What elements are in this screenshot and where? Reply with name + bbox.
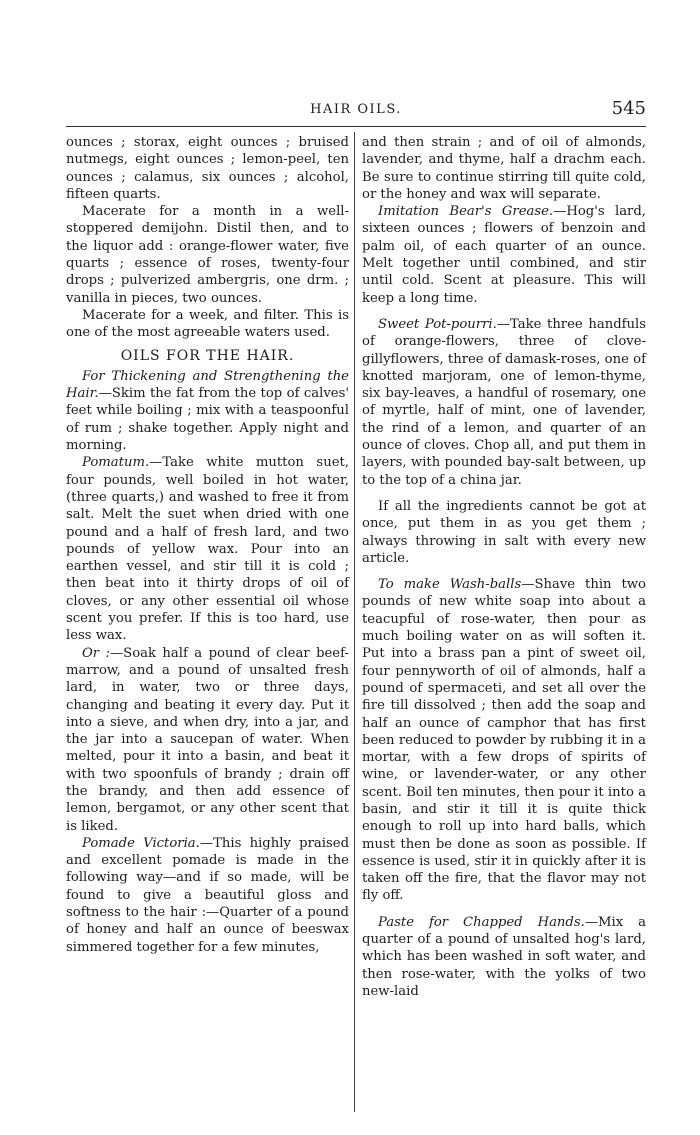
recipe-paragraph xyxy=(66,454,349,644)
recipe-paragraph xyxy=(66,368,349,454)
recipe-title: Pomatum. xyxy=(82,455,150,471)
recipe-paragraph xyxy=(362,316,646,489)
paragraph: If all the ingredients cannot be got at once, put them in as you get them ; always throwing in salt with every new article. xyxy=(362,498,646,566)
page-number: 545 xyxy=(611,98,646,119)
paragraph: Macerate for a week, and filter. This is one of the most agreeable waters used. xyxy=(66,307,349,341)
recipe-title: Sweet Pot-pourri. xyxy=(378,316,497,332)
column-divider xyxy=(354,132,355,1112)
recipe-text: —Take white mutton suet, four pounds, well boiled in hot water, (three quarts,) and washed to free it from salt. Melt the suet when dried with one pound and a half of fresh lard, and two pounds of yellow wax. Pour into an earthen vessel, and stir till it is cold ; then beat into it thirty drops of oil of cloves, or any other essential oil whose scent you prefer. If this is too hard, use less wax. xyxy=(66,455,349,644)
page-header xyxy=(66,100,646,124)
paragraph: Macerate for a month in a well-stoppered demijohn. Distil then, and to the liquor add : orange-flower water, five quarts ; essence of roses, twenty-four drops ; pulverized ambergris, one drm. ; vanilla in pieces, two ounces. xyxy=(66,204,349,306)
recipe-paragraph xyxy=(66,645,349,835)
recipe-text: —Shave thin two pounds of new white soap into about a teacupful of rose-water, then pour as much boiling water on as will soften it. Put into a brass pan a pint of sweet oil, four pennyworth of oil of almonds, half a pound of spermaceti, and set all over the fire till dissolved ; then add the soap and half an ounce of camphor that has first been reduced to powder by rubbing it in a mortar, with a few drops of spirits of wine, or lavender-water, or any other scent. Boil ten minutes, then pour it into a basin, and stir it till it is quite thick enough to roll up into hard balls, which must then be done as soon as possible. If essence is used, stir it in quickly after it is taken off the fire, that the flavor may not fly off. xyxy=(362,577,646,904)
recipe-title: For Thickening and Strengthening the Hair. xyxy=(66,368,349,402)
recipe-text: —Skim the fat from the top of calves' feet while boiling ; mix with a teaspoonful of rum ; shake together. Apply night and morning. xyxy=(66,386,349,454)
running-title: HAIR OILS. xyxy=(310,102,402,117)
recipe-text: —Soak half a pound of clear beef-marrow, and a pound of unsalted fresh lard, in water, two or three days, changing and beating it every day. Put it into a sieve, and when dry, into a jar, and the jar into a saucepan of water. When melted, pour it into a basin, and beat it with two spoonfuls of brandy ; drain off the brandy, and then add essence of lemon, bergamot, or any other scent that is liked. xyxy=(66,645,349,834)
recipe-title: Pomade Victoria. xyxy=(82,835,200,851)
recipe-title: To make Wash-balls xyxy=(378,577,522,593)
recipe-text: —Hog's lard, sixteen ounces ; flowers of benzoin and palm oil, of each quarter of an ounce. Melt together until combined, and stir until cold. Scent at pleasure. This will keep a long time. xyxy=(362,204,646,306)
recipe-title: Paste for Chapped Hands. xyxy=(378,914,585,930)
header-rule xyxy=(66,126,646,127)
left-column xyxy=(66,134,349,956)
paragraph: and then strain ; and of oil of almonds, lavender, and thyme, half a drachm each. Be sure to continue stirring till quite cold, or the honey and wax will separate. xyxy=(362,135,646,202)
recipe-paragraph xyxy=(362,203,646,307)
recipe-paragraph xyxy=(362,576,646,905)
section-heading: OILS FOR THE HAIR. xyxy=(120,347,295,364)
recipe-title: Or : xyxy=(82,645,110,661)
recipe-title: Imitation Bear's Grease. xyxy=(378,204,554,220)
recipe-text: —This highly praised and excellent pomade is made in the following way—and if so made, will be found to give a beautiful gloss and softness to the hair :—Quarter of a pound of honey and half an ounce of beeswax simmered together for a few minutes, xyxy=(66,835,350,955)
paragraph: ounces ; storax, eight ounces ; bruised nutmegs, eight ounces ; lemon-peel, ten ounces ; calamus, six ounces ; alcohol, fifteen quarts. xyxy=(66,135,349,202)
recipe-paragraph xyxy=(362,914,646,1000)
right-column xyxy=(362,134,646,1000)
recipe-text: —Take three handfuls of orange-flowers, three of clove-gillyflowers, three of damask-roses, one of knotted marjoram, one of lemon-thyme, six bay-leaves, a handful of rosemary, one of myrtle, half of mint, one of lavender, the rind of a lemon, and quarter of an ounce of cloves. Chop all, and put them in layers, with pounded bay-salt between, up to the top of a china jar. xyxy=(362,316,646,488)
recipe-paragraph xyxy=(66,835,349,956)
recipe-text: —Mix a quarter of a pound of unsalted hog's lard, which has been washed in soft water, and then rose-water, with the yolks of two new-laid xyxy=(362,914,646,999)
